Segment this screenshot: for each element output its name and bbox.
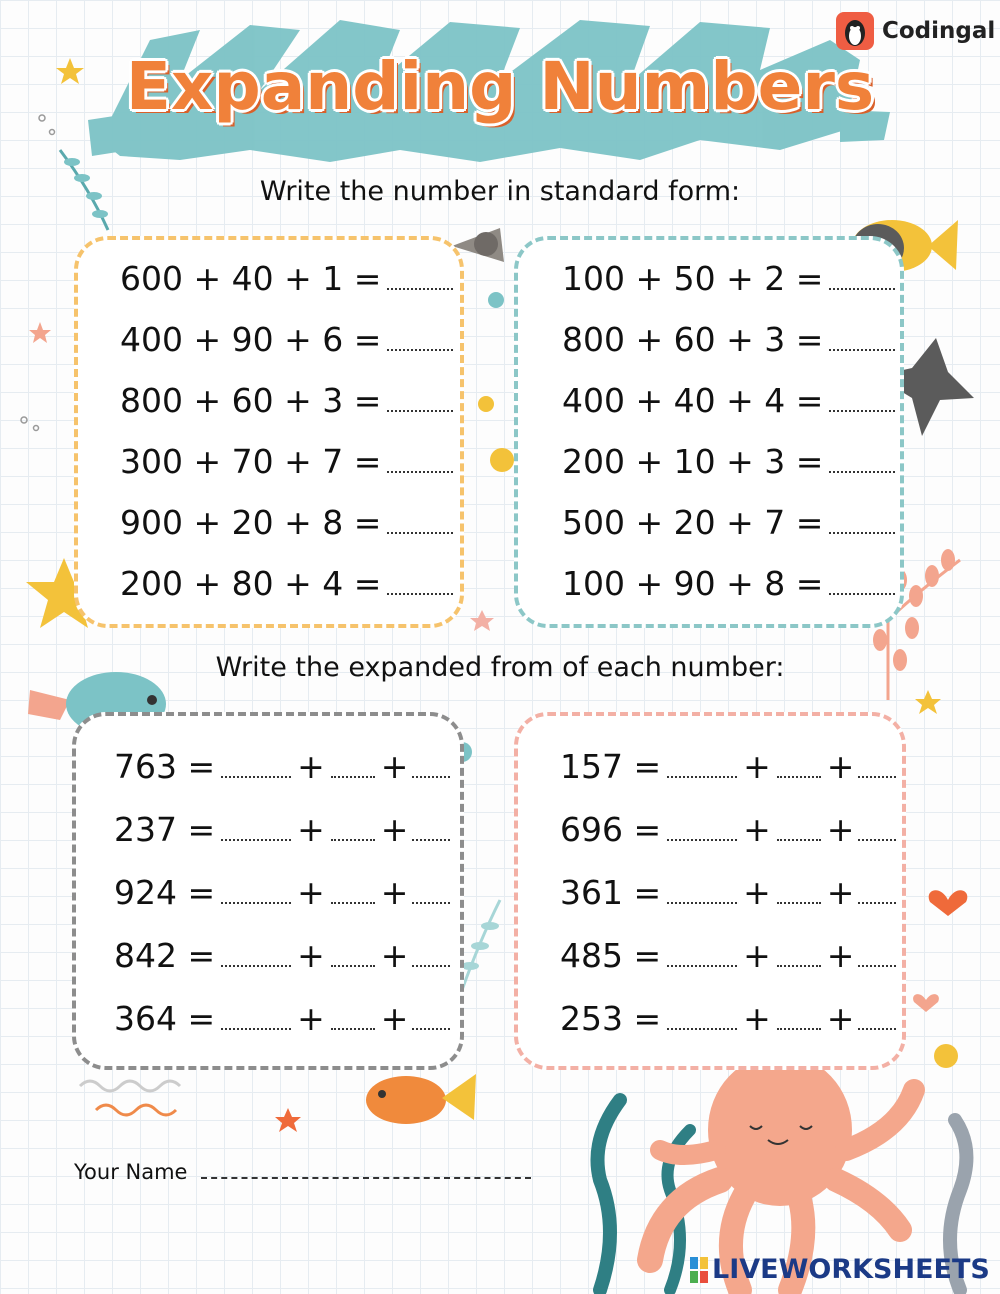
answer-blank[interactable]: [412, 935, 450, 967]
name-label: Your Name: [74, 1160, 188, 1184]
expanded-form-item: [560, 935, 896, 975]
expression-text: 100 + 50 + 2 =: [562, 259, 824, 298]
answer-blank[interactable]: [387, 502, 453, 534]
section2-instruction: Write the expanded from of each number:: [215, 652, 785, 683]
plus-sign: +: [380, 747, 409, 786]
plus-sign: +: [826, 747, 855, 786]
standard-form-item: [562, 380, 895, 420]
name-field: [74, 1157, 531, 1184]
answer-blank[interactable]: [331, 935, 375, 967]
expression-text: 200 + 10 + 3 =: [562, 442, 824, 481]
standard-form-item: [562, 441, 895, 481]
answer-blank[interactable]: [777, 872, 821, 904]
number-text: 763 =: [114, 747, 216, 786]
answer-blank[interactable]: [829, 502, 895, 534]
brand-logo: [836, 12, 995, 50]
plus-sign: +: [826, 873, 855, 912]
standard-form-box-right: [514, 236, 904, 628]
expanded-form-box-left: [72, 712, 464, 1070]
liveworksheets-logo: [690, 1254, 990, 1285]
answer-blank[interactable]: [221, 935, 291, 967]
expression-text: 800 + 60 + 3 =: [562, 320, 824, 359]
standard-form-item: [562, 563, 895, 603]
answer-blank[interactable]: [829, 441, 895, 473]
answer-blank[interactable]: [387, 563, 453, 595]
expanded-form-item: [560, 746, 896, 786]
expression-text: 100 + 90 + 8 =: [562, 564, 824, 603]
answer-blank[interactable]: [858, 872, 896, 904]
answer-blank[interactable]: [667, 809, 737, 841]
answer-blank[interactable]: [387, 319, 453, 351]
plus-sign: +: [297, 747, 325, 786]
plus-sign: +: [743, 810, 771, 849]
heart-icon: [929, 890, 968, 916]
answer-blank[interactable]: [858, 998, 896, 1030]
plus-sign: +: [297, 810, 325, 849]
plus-sign: +: [297, 936, 325, 975]
number-text: 364 =: [114, 999, 216, 1038]
answer-blank[interactable]: [777, 809, 821, 841]
fish-icon: [366, 1074, 476, 1124]
liveworksheets-text: LIVEWORKSHEETS: [712, 1254, 990, 1285]
plus-sign: +: [826, 810, 855, 849]
plus-sign: +: [380, 999, 409, 1038]
answer-blank[interactable]: [829, 563, 895, 595]
standard-form-item: [120, 502, 453, 542]
expression-text: 400 + 90 + 6 =: [120, 320, 382, 359]
plus-sign: +: [380, 810, 409, 849]
section1-instruction: Write the number in standard form:: [259, 176, 741, 207]
plus-sign: +: [380, 936, 409, 975]
standard-form-item: [120, 319, 453, 359]
answer-blank[interactable]: [331, 998, 375, 1030]
expression-text: 800 + 60 + 3 =: [120, 381, 382, 420]
expanded-form-item: [114, 935, 450, 975]
plus-sign: +: [743, 936, 771, 975]
number-text: 696 =: [560, 810, 662, 849]
standard-form-box-left: [74, 236, 464, 628]
expression-text: 400 + 40 + 4 =: [562, 381, 824, 420]
expression-text: 900 + 20 + 8 =: [120, 503, 382, 542]
answer-blank[interactable]: [412, 872, 450, 904]
number-text: 842 =: [114, 936, 216, 975]
plus-sign: +: [743, 747, 771, 786]
answer-blank[interactable]: [667, 998, 737, 1030]
expanded-form-box-right: [514, 712, 906, 1070]
expanded-form-item: [114, 746, 450, 786]
expanded-form-item: [560, 872, 896, 912]
plus-sign: +: [380, 873, 409, 912]
expanded-form-item: [114, 809, 450, 849]
number-text: 157 =: [560, 747, 662, 786]
answer-blank[interactable]: [387, 380, 453, 412]
plus-sign: +: [826, 936, 855, 975]
answer-blank[interactable]: [221, 809, 291, 841]
answer-blank[interactable]: [412, 998, 450, 1030]
answer-blank[interactable]: [667, 872, 737, 904]
number-text: 485 =: [560, 936, 662, 975]
expression-text: 300 + 70 + 7 =: [120, 442, 382, 481]
standard-form-item: [120, 258, 453, 298]
standard-form-item: [120, 441, 453, 481]
answer-blank[interactable]: [221, 998, 291, 1030]
answer-blank[interactable]: [667, 935, 737, 967]
expanded-form-item: [114, 872, 450, 912]
star-icon: [275, 1108, 301, 1132]
plus-sign: +: [743, 999, 771, 1038]
answer-blank[interactable]: [777, 935, 821, 967]
page-title: Expanding Numbers: [125, 48, 875, 125]
expression-text: 600 + 40 + 1 =: [120, 259, 382, 298]
answer-blank[interactable]: [858, 809, 896, 841]
answer-blank[interactable]: [412, 809, 450, 841]
standard-form-item: [562, 258, 895, 298]
answer-blank[interactable]: [331, 746, 375, 778]
standard-form-item: [562, 502, 895, 542]
star-icon: [470, 610, 494, 631]
number-text: 924 =: [114, 873, 216, 912]
answer-blank[interactable]: [387, 258, 453, 290]
standard-form-item: [562, 319, 895, 359]
number-text: 237 =: [114, 810, 216, 849]
answer-blank[interactable]: [858, 746, 896, 778]
plus-sign: +: [297, 999, 325, 1038]
expression-text: 200 + 80 + 4 =: [120, 564, 382, 603]
number-text: 253 =: [560, 999, 662, 1038]
answer-blank[interactable]: [221, 872, 291, 904]
star-icon: [915, 690, 941, 714]
answer-blank[interactable]: [858, 935, 896, 967]
number-text: 361 =: [560, 873, 662, 912]
answer-blank[interactable]: [387, 441, 453, 473]
answer-blank[interactable]: [777, 746, 821, 778]
answer-blank[interactable]: [667, 746, 737, 778]
plus-sign: +: [743, 873, 771, 912]
brand-name: Codingal: [882, 18, 996, 44]
answer-blank[interactable]: [331, 809, 375, 841]
seaweed-icon: [461, 900, 500, 990]
liveworksheets-icon: [690, 1257, 708, 1283]
answer-blank[interactable]: [412, 746, 450, 778]
expanded-form-item: [560, 998, 896, 1038]
name-input-line[interactable]: [201, 1157, 531, 1179]
answer-blank[interactable]: [777, 998, 821, 1030]
expression-text: 500 + 20 + 7 =: [562, 503, 824, 542]
heart-icon: [913, 994, 939, 1012]
answer-blank[interactable]: [331, 872, 375, 904]
answer-blank[interactable]: [829, 319, 895, 351]
expanded-form-item: [560, 809, 896, 849]
standard-form-item: [120, 563, 453, 603]
star-icon: [29, 322, 51, 343]
penguin-icon: [836, 12, 874, 50]
plus-sign: +: [297, 873, 325, 912]
answer-blank[interactable]: [829, 258, 895, 290]
plus-sign: +: [826, 999, 855, 1038]
expanded-form-item: [114, 998, 450, 1038]
standard-form-item: [120, 380, 453, 420]
answer-blank[interactable]: [221, 746, 291, 778]
answer-blank[interactable]: [829, 380, 895, 412]
